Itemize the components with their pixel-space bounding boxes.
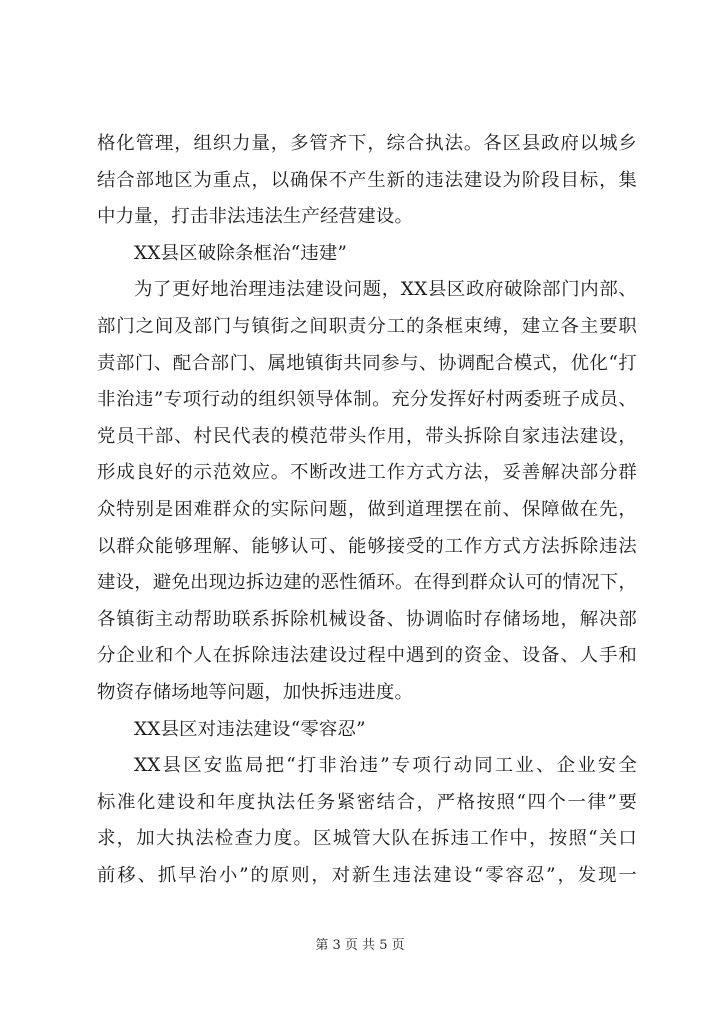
body-text (97, 126, 637, 894)
paragraph-line: XX县区安监局把“打非治违”专项行动同工业、企业安全 (134, 755, 637, 777)
paragraph-line: 求，加大执法检查力度。区城管大队在拆违工作中，按照“关口 (97, 828, 637, 850)
paragraph-line: 责部门、配合部门、属地镇街共同参与、协调配合模式，优化“打 (97, 352, 637, 374)
paragraph-line: 格化管理，组织力量，多管齐下，综合执法。各区县政府以城乡 (97, 133, 637, 154)
section-heading: XX县区对违法建设“零容忍” (134, 718, 366, 740)
paragraph-line: 为了更好地治理违法建设问题，XX县区政府破除部门内部、 (134, 279, 637, 301)
paragraph-line: 标准化建设和年度执法任务紧密结合，严格按照“四个一律”要 (97, 791, 637, 813)
paragraph-line: 物资存储场地等问题，加快拆违进度。 (97, 681, 414, 703)
paragraph-line: 各镇街主动帮助联系拆除机械设备、协调临时存储场地，解决部 (97, 608, 637, 630)
section-heading: XX县区破除条框治“违建” (134, 242, 348, 264)
paragraph-line: 建设，避免出现边拆边建的恶性循环。在得到群众认可的情况下， (97, 572, 637, 594)
paragraph-line: 以群众能够理解、能够认可、能够接受的工作方式方法拆除违法 (97, 535, 637, 557)
paragraph-line: 结合部地区为重点，以确保不产生新的违法建设为阶段目标，集 (97, 169, 637, 191)
page-footer: 第 3 页 共 5 页 (315, 938, 405, 953)
paragraph-line: 部门之间及部门与镇街之间职责分工的条框束缚，建立各主要职 (97, 315, 637, 337)
paragraph-line: 形成良好的示范效应。不断改进工作方式方法，妥善解决部分群 (97, 462, 637, 484)
paragraph-line: 前移、抓早治小”的原则，对新生违法建设“零容忍”，发现一 (97, 864, 637, 886)
paragraph-line: 中力量，打击非法违法生产经营建设。 (97, 206, 414, 228)
paragraph-line: 非治违”专项行动的组织领导体制。充分发挥好村两委班子成员、 (97, 389, 637, 411)
paragraph-line: 党员干部、村民代表的模范带头作用，带头拆除自家违法建设， (97, 425, 637, 447)
paragraph-line: 众特别是困难群众的实际问题，做到道理摆在前、保障做在先， (97, 498, 637, 520)
paragraph-line: 分企业和个人在拆除违法建设过程中遇到的资金、设备、人手和 (97, 645, 637, 667)
